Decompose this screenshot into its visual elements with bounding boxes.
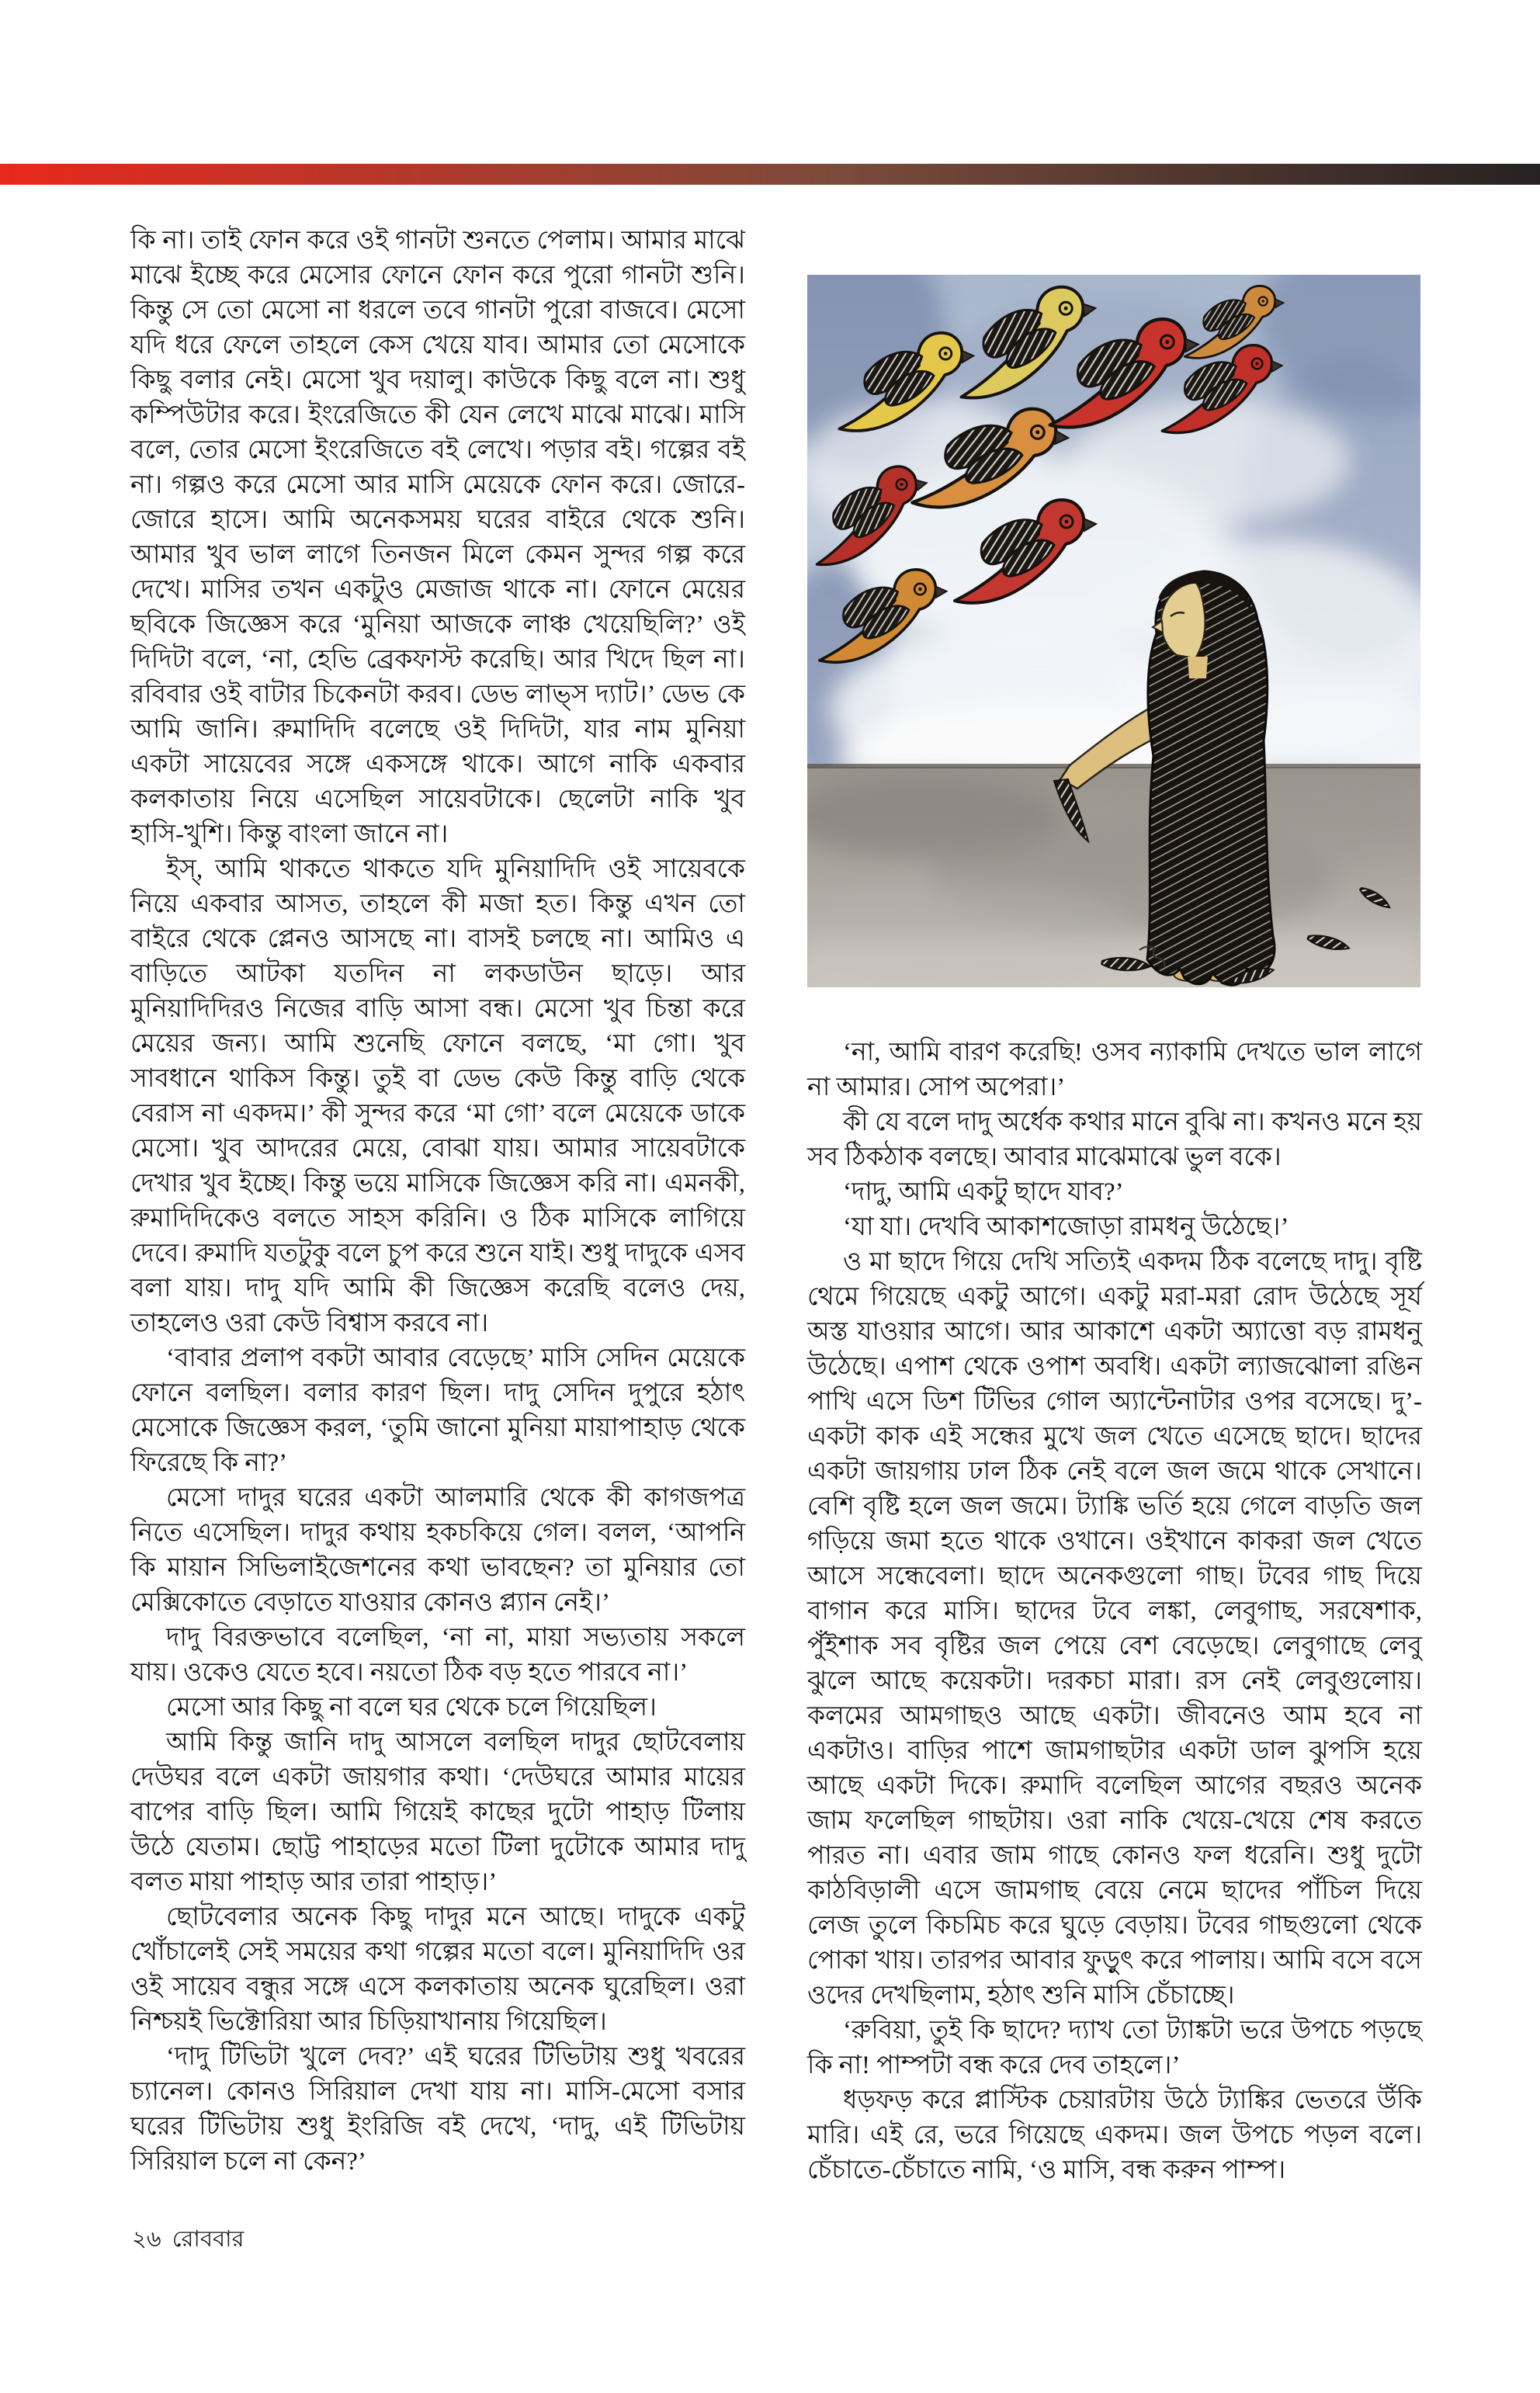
paragraph: ‘যা যা। দেখবি আকাশজোড়া রামধনু উঠেছে।’ [843, 1213, 1289, 1241]
rooftop-wall [807, 764, 1420, 987]
paragraph: দাদু বিরক্তভাবে বলেছিল, ‘না না, মায়া সভ্যতায় সকলে যায়। ওকেও যেতে হবে। নয়তো ঠিক বড় হতে পারবে না।’ [130, 1624, 745, 1687]
magazine-name: রোববার [172, 2227, 245, 2252]
paragraph: কি না। তাই ফোন করে ওই গানটা শুনতে পেলাম। আমার মাঝে মাঝে ইচ্ছে করে মেসোর ফোনে ফোন করে পুরো গানটা শুনি। কিন্তু সে তো মেসো না ধরলে তবে গানটা পুরো বাজবে। মেসো যদি ধরে ফেলে তাহলে কেস খেয়ে যাব। আমার তো মেসোকে কিছু বলার নেই। মেসো খুব দয়ালু। কাউকে কিছু বলে না। শুধু কম্পিউটার করে। ইংরেজিতে কী যেন লেখে মাঝে মাঝে। মাসি বলে, তোর মেসো ইংরেজিতে বই লেখে। পড়ার বই। গল্পের বই না। গল্পও করে মেসো আর মাসি মেয়েকে ফোন করে। জোরে-জোরে হাসে। আমি অনেকসময় ঘরের বাইরে থেকে শুনি। আমার খুব ভাল লাগে তিনজন মিলে কেমন সুন্দর গল্প করে দেখে। মাসির তখন একটুও মেজাজ থাকে না। ফোনে মেয়ের ছবিকে জিজ্ঞেস করে ‘মুনিয়া আজকে লাঞ্চ খেয়েছিলি?’ ওই দিদিটা বলে, ‘না, হেভি ব্রেকফাস্ট করেছি। আর খিদে ছিল না। রবিবার ওই বাটার চিকেনটা করব। ডেভ লাভ্‌স দ্যাট।’ ডেভ কে আমি জানি। রুমাদিদি বলেছে ওই দিদিটা, যার নাম মুনিয়া একটা সায়েবের সঙ্গে একসঙ্গে থাকে। আগে নাকি একবার কলকাতায় নিয়ে এসেছিল সায়েবটাকে। ছেলেটা নাকি খুব হাসি-খুশি। কিন্তু বাংলা জানে না। [130, 227, 745, 848]
left-text-column [130, 224, 745, 2180]
paragraph: মেসো দাদুর ঘরের একটা আলমারি থেকে কী কাগজপত্র নিতে এসেছিল। দাদুর কথায় হকচকিয়ে গেল। বলল, ‘আপনি কি মায়ান সিভিলাইজেশনের কথা ভাবছেন? তা মুনিয়ার তো মেক্সিকোতে বেড়াতে যাওয়ার কোনও প্ল্যান নেই।’ [130, 1484, 745, 1617]
paragraph: ছোটবেলার অনেক কিছু দাদুর মনে আছে। দাদুকে একটু খোঁচালেই সেই সময়ের কথা গল্পের মতো বলে। মুনিয়াদিদি ওর ওই সায়েব বন্ধুর সঙ্গে এসে কলকাতায় অনেক ঘুরেছিল। ওরা নিশ্চয়ই ভিক্টোরিয়া আর চিড়িয়াখানায় গিয়েছিল। [130, 1903, 745, 2036]
page-number: ২৬ [132, 2227, 161, 2252]
page-footer [132, 2226, 245, 2253]
right-text-column [807, 1035, 1422, 2188]
paragraph: ‘দাদু, আমি একটু ছাদে যাব?’ [843, 1178, 1124, 1206]
top-accent-bar [0, 164, 1540, 185]
story-illustration [807, 275, 1420, 987]
paragraph: ‘রুবিয়া, তুই কি ছাদে? দ্যাখ তো ট্যাঙ্কটা ভরে উপচে পড়ছে কি না! পাম্পটা বন্ধ করে দেব তাহলে।’ [807, 2017, 1422, 2079]
paragraph: ও মা ছাদে গিয়ে দেখি সত্যিই একদম ঠিক বলেছে দাদু। বৃষ্টি থেমে গিয়েছে একটু আগে। একটু মরা-মরা রোদ উঠেছে সূর্য অস্ত যাওয়ার আগে। আর আকাশে একটা অ্যাত্তো বড় রামধনু উঠেছে। এপাশ থেকে ওপাশ অবধি। একটা ল্যাজঝোলা রঙিন পাখি এসে ডিশ টিভির গোল অ্যান্টেনাটার ওপর বসেছে। দু’-একটা কাক এই সন্ধের মুখে জল খেতে এসেছে ছাদে। ছাদের একটা জায়গায় ঢাল ঠিক নেই বলে জল জমে থাকে সেখানে। বেশি বৃষ্টি হলে জল জমে। ট্যাঙ্কি ভর্তি হয়ে গেলে বাড়তি জল গড়িয়ে জমা হতে থাকে ওখানে। ওইখানে কাকরা জল খেতে আসে সন্ধেবেলা। ছাদে অনেকগুলো গাছ। টবের গাছ দিয়ে বাগান করে মাসি। ছাদের টবে লঙ্কা, লেবুগাছ, সরষেশাক, পুঁইশাক সব বৃষ্টির জল পেয়ে বেশ বেড়েছে। লেবুগাছে লেবু ঝুলে আছে কয়েকটা। দরকচা মারা। রস নেই লেবুগুলোয়। কলমের আমগাছও আছে একটা। জীবনেও আম হবে না একটাও। বাড়ির পাশে জামগাছটার একটা ডাল ঝুপসি হয়ে আছে একটা দিকে। রুমাদি বলেছিল আগের বছরও অনেক জাম ফলেছিল গাছটায়। ওরা নাকি খেয়ে-খেয়ে শেষ করতে পারত না। এবার জাম গাছে কোনও ফল ধরেনি। শুধু দুটো কাঠবিড়ালী এসে জামগাছ বেয়ে নেমে ছাদের পাঁচিল দিয়ে লেজ তুলে কিচমিচ করে ঘুড়ে বেড়ায়। টবের গাছগুলো থেকে পোকা খায়। তারপর আবার ফুড়ুৎ করে পালায়। আমি বসে বসে ওদের দেখছিলাম, হঠাৎ শুনি মাসি চেঁচাচ্ছে। [807, 1248, 1422, 2010]
paragraph: মেসো আর কিছু না বলে ঘর থেকে চলে গিয়েছিল। [166, 1694, 657, 1722]
paragraph: ‘বাবার প্রলাপ বকটা আবার বেড়েছে’ মাসি সেদিন মেয়েকে ফোনে বলছিল। বলার কারণ ছিল। দাদু সেদিন দুপুরে হঠাৎ মেসোকে জিজ্ঞেস করল, ‘তুমি জানো মুনিয়া মায়াপাহাড় থেকে ফিরেছে কি না?’ [130, 1344, 745, 1477]
paragraph: কী যে বলে দাদু অর্ধেক কথার মানে বুঝি না। কখনও মনে হয় সব ঠিকঠাক বলছে। আবার মাঝেমাঝে ভুল বকে। [807, 1108, 1422, 1171]
paragraph: ‘না, আমি বারণ করেছি! ওসব ন্যাকামি দেখতে ভাল লাগে না আমার। সোপ অপেরা।’ [807, 1039, 1422, 1101]
paragraph: আমি কিন্তু জানি দাদু আসলে বলছিল দাদুর ছোটবেলায় দেউঘর বলে একটা জায়গার কথা। ‘দেউঘরে আমার মায়ের বাপের বাড়ি ছিল। আমি গিয়েই কাছের দুটো পাহাড় টিলায় উঠে যেতাম। ছোট্ট পাহাড়ের মতো টিলা দুটোকে আমার দাদু বলত মায়া পাহাড় আর তারা পাহাড়।’ [130, 1729, 745, 1896]
girl-neck [1188, 657, 1208, 678]
paragraph: ‘দাদু টিভিটা খুলে দেব?’ এই ঘরের টিভিটায় শুধু খবরের চ্যানেল। কোনও সিরিয়াল দেখা যায় না। মাসি-মেসো বসার ঘরের টিভিটায় শুধু ইংরিজি বই দেখে, ‘দাদু, এই টিভিটায় সিরিয়াল চলে না কেন?’ [130, 2043, 745, 2176]
illustration-canvas [807, 275, 1420, 987]
paragraph: ইস্, আমি থাকতে থাকতে যদি মুনিয়াদিদি ওই সায়েবকে নিয়ে একবার আসত, তাহলে কী মজা হত। কিন্তু এখন তো বাইরে থেকে প্লেনও আসছে না। বাসই চলছে না। আমিও এ বাড়িতে আটকা যতদিন না লকডাউন ছাড়ে। আর মুনিয়াদিদিরও নিজের বাড়ি আসা বন্ধ। মেসো খুব চিন্তা করে মেয়ের জন্য। আমি শুনেছি ফোনে বলছে, ‘মা গো। খুব সাবধানে থাকিস কিন্তু। তুই বা ডেভ কেউ কিন্তু বাড়ি থেকে বেরাস না একদম।’ কী সুন্দর করে ‘মা গো’ বলে মেয়েকে ডাকে মেসো। খুব আদরের মেয়ে, বোঝা যায়। আমার সায়েবটাকে দেখার খুব ইচ্ছে। কিন্তু ভয়ে মাসিকে জিজ্ঞেস করি না। এমনকী, রুমাদিদিকেও বলতে সাহস করিনি। ও ঠিক মাসিকে লাগিয়ে দেবে। রুমাদি যতটুকু বলে চুপ করে শুনে যাই। শুধু দাদুকে এসব বলা যায়। দাদু যদি আমি কী জিজ্ঞেস করেছি বলেও দেয়, তাহলেও ওরা কেউ বিশ্বাস করবে না। [130, 855, 745, 1337]
paragraph: ধড়ফড় করে প্লাস্টিক চেয়ারটায় উঠে ট্যাঙ্কির ভেতরে উঁকি মারি। এই রে, ভরে গিয়েছে একদম। জল উপচে পড়ল বলে। চেঁচাতে-চেঁচাতে নামি, ‘ও মাসি, বন্ধ করুন পাম্প। [807, 2086, 1422, 2184]
